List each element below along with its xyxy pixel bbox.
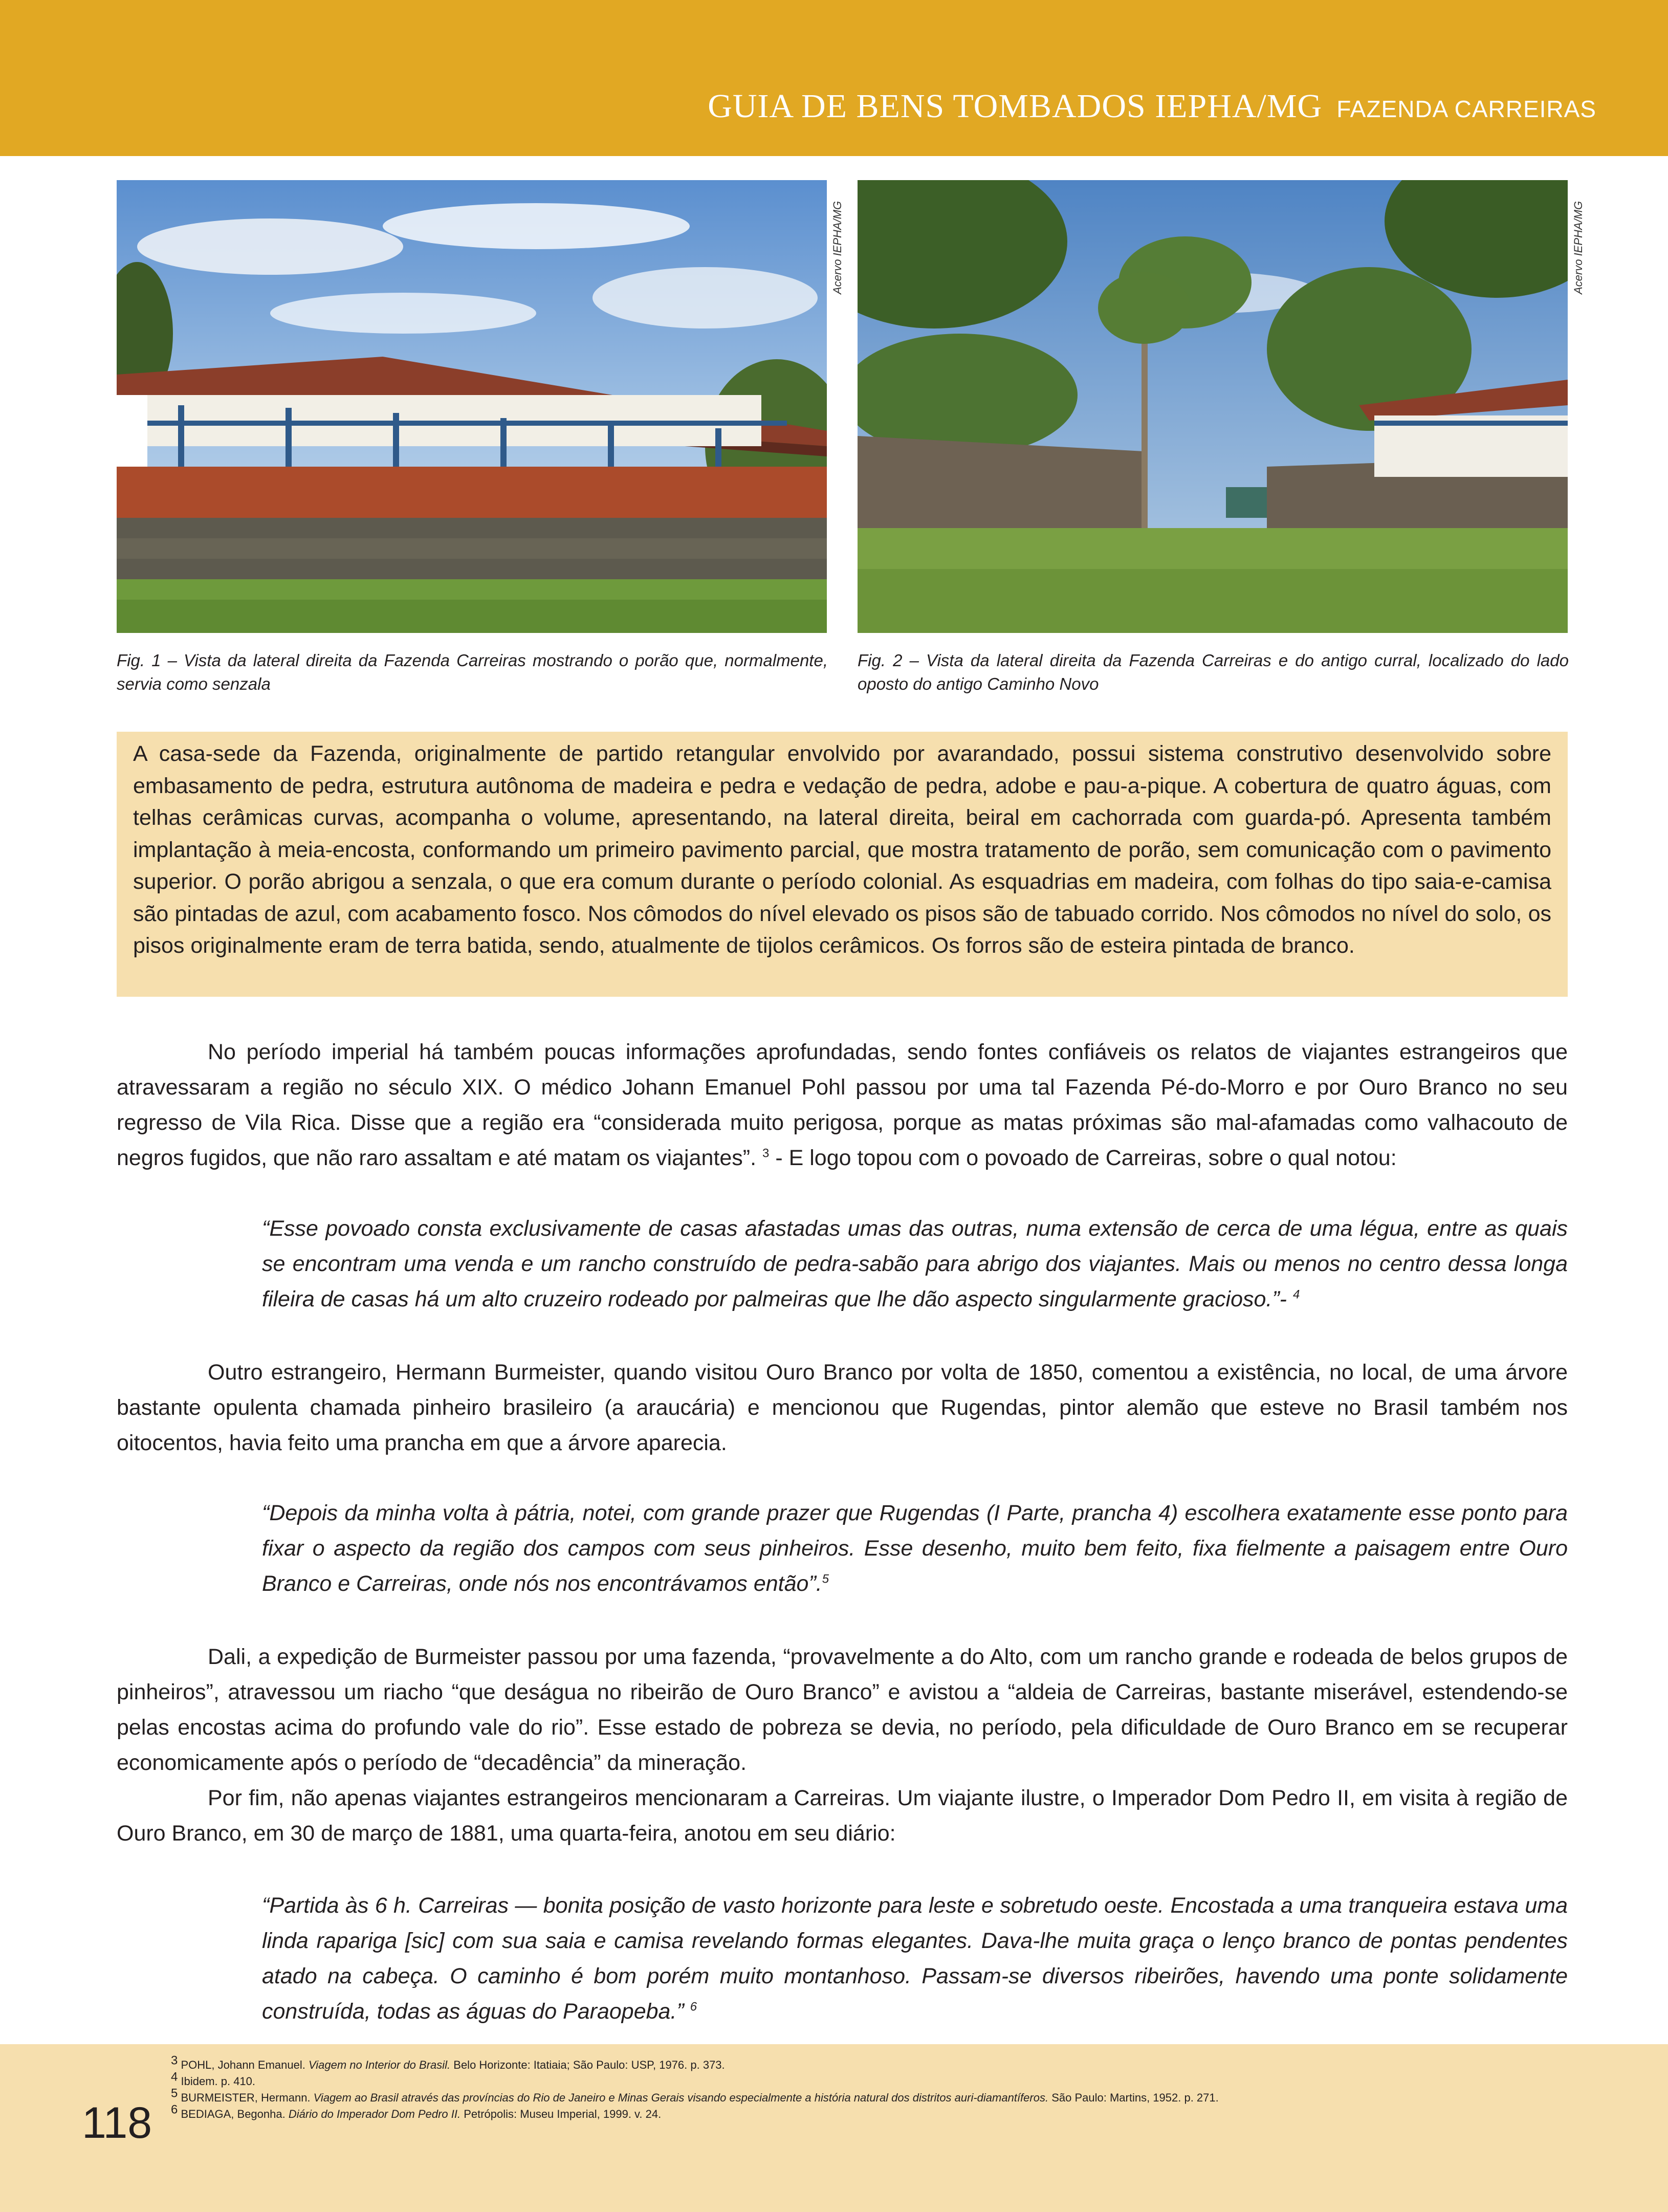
page-number: 118 bbox=[82, 2098, 152, 2148]
figure-2-photo bbox=[858, 180, 1568, 633]
figure-2-credit: Acervo IEPHA/MG bbox=[1572, 201, 1585, 294]
running-header bbox=[708, 87, 1596, 126]
body-paragraph-3 bbox=[117, 1639, 1568, 1851]
body-paragraph-2 bbox=[117, 1355, 1568, 1461]
paragraph-text: Outro estrangeiro, Hermann Burmeister, quando visitou Ouro Branco por volta de 1850, comentou a existência, no local, de uma árvore bastante opulenta chamada pinheiro brasileiro (a araucária) e mencionou que Rugendas, pintor alemão que esteve no Brasil também nos oitocentos, havia feito uma prancha em que a árvore aparecia. bbox=[117, 1360, 1568, 1455]
figure-1-credit: Acervo IEPHA/MG bbox=[831, 201, 844, 294]
footnote-3: $^3$ POHL, Johann Emanuel. Viagem no Interior do Brasil. Belo Horizonte: Itatiaia; São Paulo: USP, 1976. p. 373. bbox=[171, 2053, 725, 2071]
footnote-6: $^6$ BEDIAGA, Begonha. Diário do Imperador Dom Pedro II. Petrópolis: Museu Imperial, 1999. v. 24. bbox=[171, 2103, 662, 2120]
footnote-ref: 3 bbox=[762, 1146, 770, 1160]
footnote-ref: 6 bbox=[690, 2000, 697, 2014]
paragraph-text: - E logo topou com o povoado de Carreiras, sobre o qual notou: bbox=[769, 1146, 1397, 1170]
quote-2 bbox=[262, 1496, 1568, 1602]
header-bar bbox=[0, 0, 1668, 156]
footnote-ref: 5 bbox=[822, 1572, 829, 1586]
footnote-5: $^5$ BURMEISTER, Hermann. Viagem ao Brasil através das províncias do Rio de Janeiro e Minas Gerais visando especialmente a história natural dos distritos auri-diamantíferos. São Paulo: Martins, 1952. p. 271. bbox=[171, 2086, 1219, 2104]
quote-3 bbox=[262, 1888, 1568, 2029]
figure-2-caption: Fig. 2 – Vista da lateral direita da Fazenda Carreiras e do antigo curral, localizado do lado oposto do antigo Caminho Novo bbox=[858, 651, 1569, 693]
figure-1-caption: Fig. 1 – Vista da lateral direita da Fazenda Carreiras mostrando o porão que, normalmente, servia como senzala bbox=[117, 651, 828, 693]
footnotes bbox=[171, 2053, 1552, 2122]
body-paragraph-1 bbox=[117, 1035, 1568, 1176]
quote-text: “Partida às 6 h. Carreiras — bonita posição de vasto horizonte para leste e sobretudo oeste. Encostada a uma tranqueira estava uma linda rapariga [sic] com sua saia e camisa revelando formas elegantes. Dava-lhe muita graça o lenço branco de pontas pendentes atado na cabeça. O caminho é bom porém muito montanhoso. Passam-se diversos ribeirões, havendo uma ponte solidamente construída, todas as águas do Paraopeba.” bbox=[262, 1893, 1568, 2024]
paragraph-text: Por fim, não apenas viajantes estrangeiros mencionaram a Carreiras. Um viajante ilustre, o Imperador Dom Pedro II, em visita à região de Ouro Branco, em 30 de março de 1881, uma quarta-feira, anotou em seu diário: bbox=[117, 1786, 1568, 1846]
guide-title: GUIA DE BENS TOMBADOS IEPHA/MG bbox=[708, 87, 1323, 125]
section-title: FAZENDA CARREIRAS bbox=[1336, 96, 1596, 122]
figure-1-photo bbox=[117, 180, 827, 633]
paragraph-text: No período imperial há também poucas informações aprofundadas, sendo fontes confiáveis os relatos de viajantes estrangeiros que atravessaram a região no século XIX. O médico Johann Emanuel Pohl passou por uma tal Fazenda Pé-do-Morro e por Ouro Branco no seu regresso de Vila Rica. Disse que a região era “considerada muito perigosa, porque as matas próximas são mal-afamadas como valhacouto de negros fugidos, que não raro assaltam e até matam os viajantes”. bbox=[117, 1040, 1568, 1170]
quote-1 bbox=[262, 1211, 1568, 1317]
footnote-4: $^4$ Ibidem. p. 410. bbox=[171, 2070, 256, 2088]
paragraph-text: Dali, a expedição de Burmeister passou por uma fazenda, “provavelmente a do Alto, com um rancho grande e rodeada de belos grupos de pinheiros”, atravessou um riacho “que deságua no ribeirão de Ouro Branco” e avistou a “aldeia de Carreiras, bastante miserável, estendendo-se pelas encostas acima do profundo vale do rio”. Esse estado de pobreza se devia, no período, pela dificuldade de Ouro Branco em se recuperar economicamente após o período de “decadência” da mineração. bbox=[117, 1645, 1568, 1775]
quote-text: “Depois da minha volta à pátria, notei, com grande prazer que Rugendas (I Parte, prancha 4) escolhera exatamente esse ponto para fixar o aspecto da região dos campos com seus pinheiros. Esse desenho, muito bem feito, fixa fielmente a paisagem entre Ouro Branco e Carreiras, onde nós nos encontrávamos então”. bbox=[262, 1501, 1568, 1596]
quote-text: “Esse povoado consta exclusivamente de casas afastadas umas das outras, numa extensão de cerca de uma légua, entre as quais se encontram uma venda e um rancho construído de pedra-sabão para abrigo dos viajantes. Mais ou menos no centro dessa longa fileira de casas há um alto cruzeiro rodeado por palmeiras que lhe dão aspecto singularmente gracioso.”- bbox=[262, 1216, 1568, 1311]
highlight-box: A casa-sede da Fazenda, originalmente de partido retangular envolvido por avarandado, possui sistema construtivo desenvolvido sobre embasamento de pedra, estrutura autônoma de madeira e pedra e vedação de pedra, adobe e pau-a-pique. A cobertura de quatro águas, com telhas cerâmicas curvas, acompanha o volume, apresentando, na lateral direita, beiral em cachorrada com guarda-pó. Apresenta também implantação à meia-encosta, conformando um primeiro pavimento parcial, que mostra tratamento de porão, sem comunicação com o pavimento superior. O porão abrigou a senzala, o que era comum durante o período colonial. As esquadrias em madeira, com folhas do tipo saia-e-camisa são pintadas de azul, com acabamento fosco. Nos cômodos do nível elevado os pisos são de tabuado corrido. Nos cômodos no nível do solo, os pisos originalmente eram de terra batida, sendo, atualmente de tijolos cerâmicos. Os forros são de esteira pintada de branco. bbox=[117, 732, 1568, 997]
footnote-ref: 4 bbox=[1292, 1287, 1300, 1302]
